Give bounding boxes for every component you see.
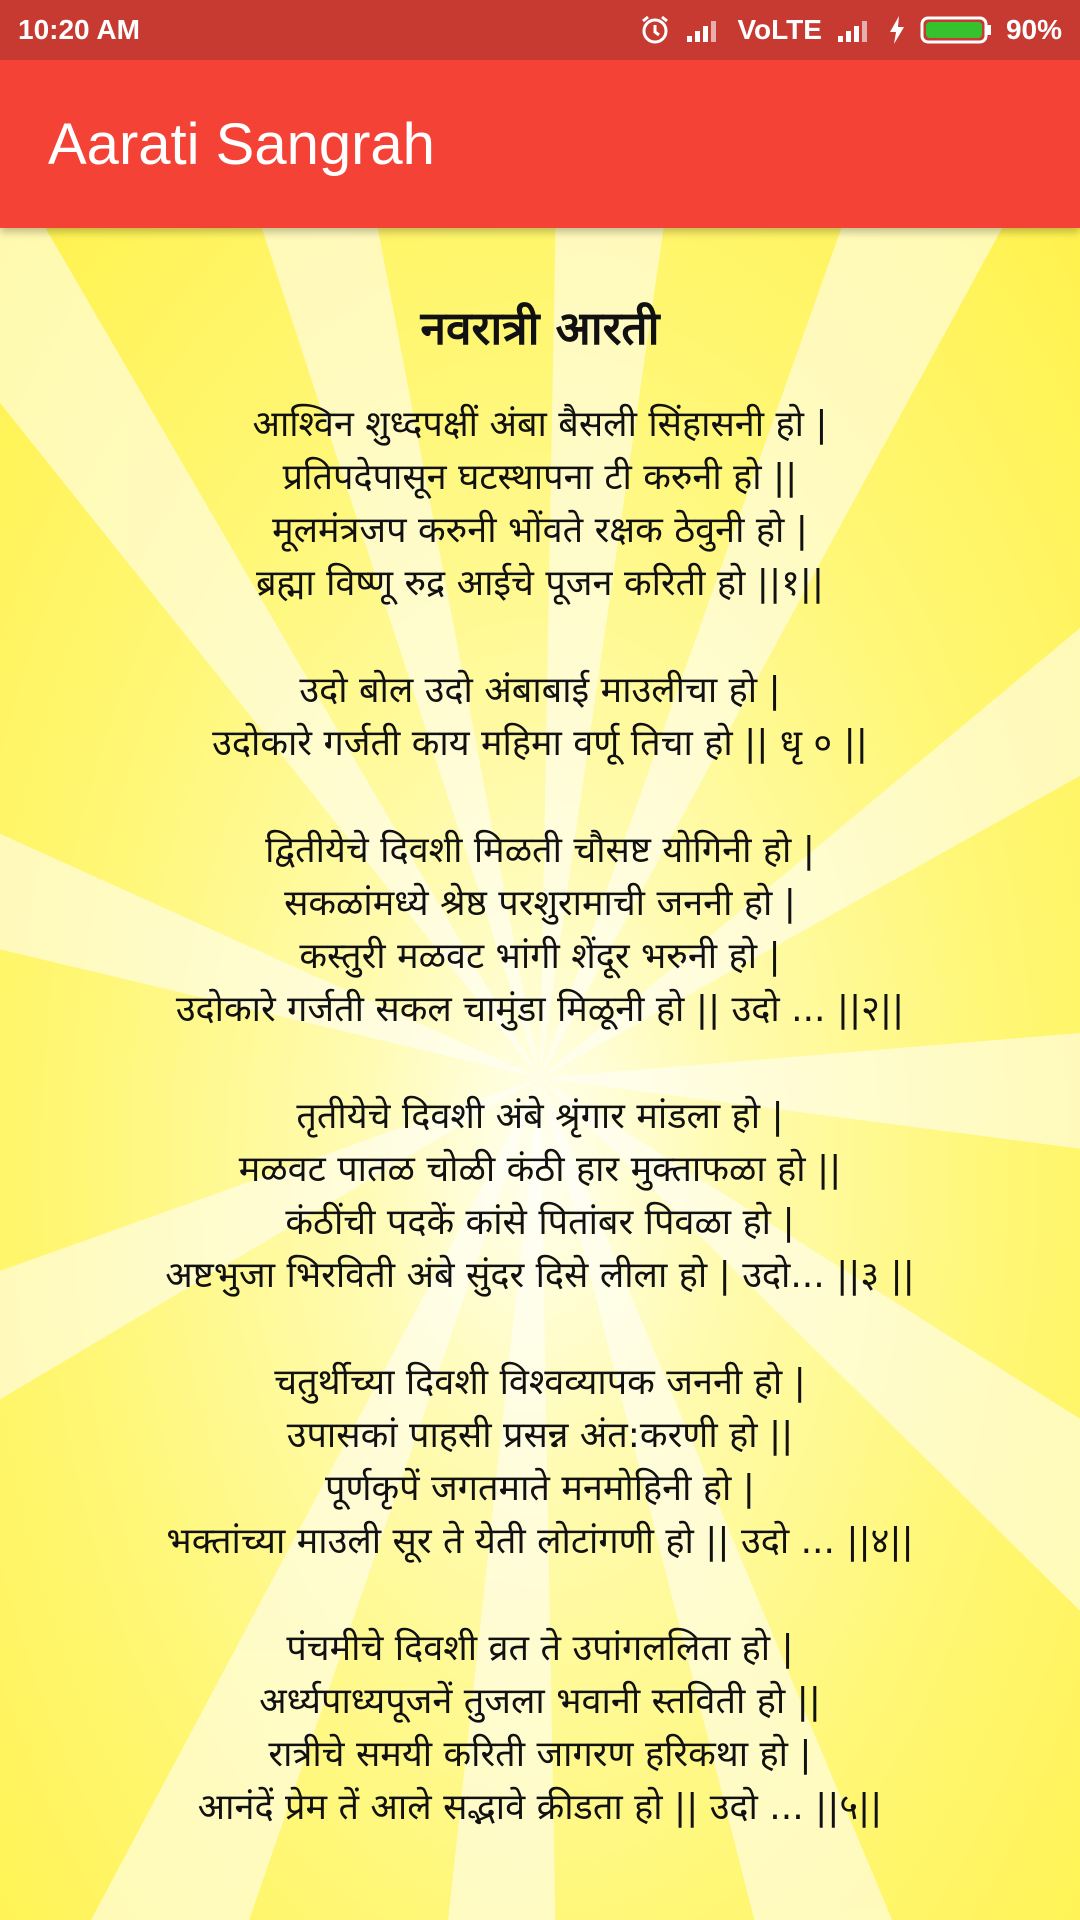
stanza-list xyxy=(0,398,1080,1834)
status-icons xyxy=(639,14,1062,46)
charging-icon xyxy=(888,15,906,45)
verse-line: उदोकारे गर्जती काय महिमा वर्णू तिचा हो || धृ ० || xyxy=(212,723,868,764)
stanza xyxy=(0,398,1080,610)
status-bar xyxy=(0,0,1080,60)
stanza xyxy=(0,1356,1080,1568)
verse-line: भक्तांच्या माउली सूर ते येती लोटांगणी हो || उदो ... ||४|| xyxy=(166,1521,914,1562)
verse-line: कंठींची पदकें कांसे पितांबर पिवळा हो | xyxy=(285,1202,795,1243)
verse-line: अष्टभुजा भिरविती अंबे सुंदर दिसे लीला हो | उदो... ||३ || xyxy=(165,1255,915,1296)
verse-line: आश्विन शुध्दपक्षीं अंबा बैसली सिंहासनी हो | xyxy=(252,404,828,445)
verse-line: कस्तुरी मळवट भांगी शेंदूर भरुनी हो | xyxy=(299,936,781,977)
signal-icon xyxy=(685,16,723,44)
verse-line: मूलमंत्रजप करुनी भोंवते रक्षक ठेवुनी हो | xyxy=(272,510,808,551)
aarti-text xyxy=(0,228,1080,1834)
aarti-title: नवरात्री आरती xyxy=(420,301,660,355)
volte-label: VoLTE xyxy=(737,14,822,45)
verse-line: द्वितीयेचे दिवशी मिळती चौसष्ट योगिनी हो | xyxy=(265,830,815,871)
verse-line: आनंदें प्रेम तें आले सद्भावे क्रीडता हो || उदो ... ||५|| xyxy=(197,1787,883,1828)
verse-line: प्रतिपदेपासून घटस्थापना टी करुनी हो || xyxy=(282,457,798,498)
signal-icon xyxy=(836,16,874,44)
app-bar xyxy=(0,60,1080,228)
verse-line: उपासकां पाहसी प्रसन्न अंत:करणी हो || xyxy=(286,1415,794,1456)
verse-line: सकळांमध्ये श्रेष्ठ परशुरामाची जननी हो | xyxy=(284,883,796,924)
verse-line: अर्ध्यपाध्यपूजनें तुजला भवानी स्तविती हो || xyxy=(259,1681,821,1722)
verse-line: चतुर्थीच्या दिवशी विश्वव्यापक जननी हो | xyxy=(274,1362,806,1403)
status-time: 10:20 AM xyxy=(18,14,140,45)
aarti-content[interactable] xyxy=(0,228,1080,1920)
verse-line: रात्रीचे समयी करिती जागरण हरिकथा हो | xyxy=(268,1734,812,1775)
stanza xyxy=(0,1090,1080,1302)
stanza xyxy=(0,664,1080,770)
verse-line: मळवट पातळ चोळी कंठी हार मुक्ताफळा हो || xyxy=(238,1149,842,1190)
verse-line: ब्रह्मा विष्णू रुद्र आईचे पूजन करिती हो ||१|| xyxy=(255,563,825,604)
stanza xyxy=(0,824,1080,1036)
battery-percent: 90% xyxy=(1005,14,1062,45)
battery-icon xyxy=(920,15,992,45)
verse-line: तृतीयेचे दिवशी अंबे श्रृंगार मांडला हो | xyxy=(296,1096,784,1137)
verse-line: उदो बोल उदो अंबाबाई माउलीचा हो | xyxy=(299,670,781,711)
stanza xyxy=(0,1622,1080,1834)
alarm-icon xyxy=(639,14,671,46)
verse-line: पूर्णकृपें जगतमाते मनमोहिनी हो | xyxy=(325,1468,755,1509)
app-title: Aarati Sangrah xyxy=(48,111,435,177)
verse-line: उदोकारे गर्जती सकल चामुंडा मिळूनी हो || उदो ... ||२|| xyxy=(175,989,905,1030)
verse-line: पंचमीचे दिवशी व्रत ते उपांगललिता हो | xyxy=(286,1628,794,1669)
